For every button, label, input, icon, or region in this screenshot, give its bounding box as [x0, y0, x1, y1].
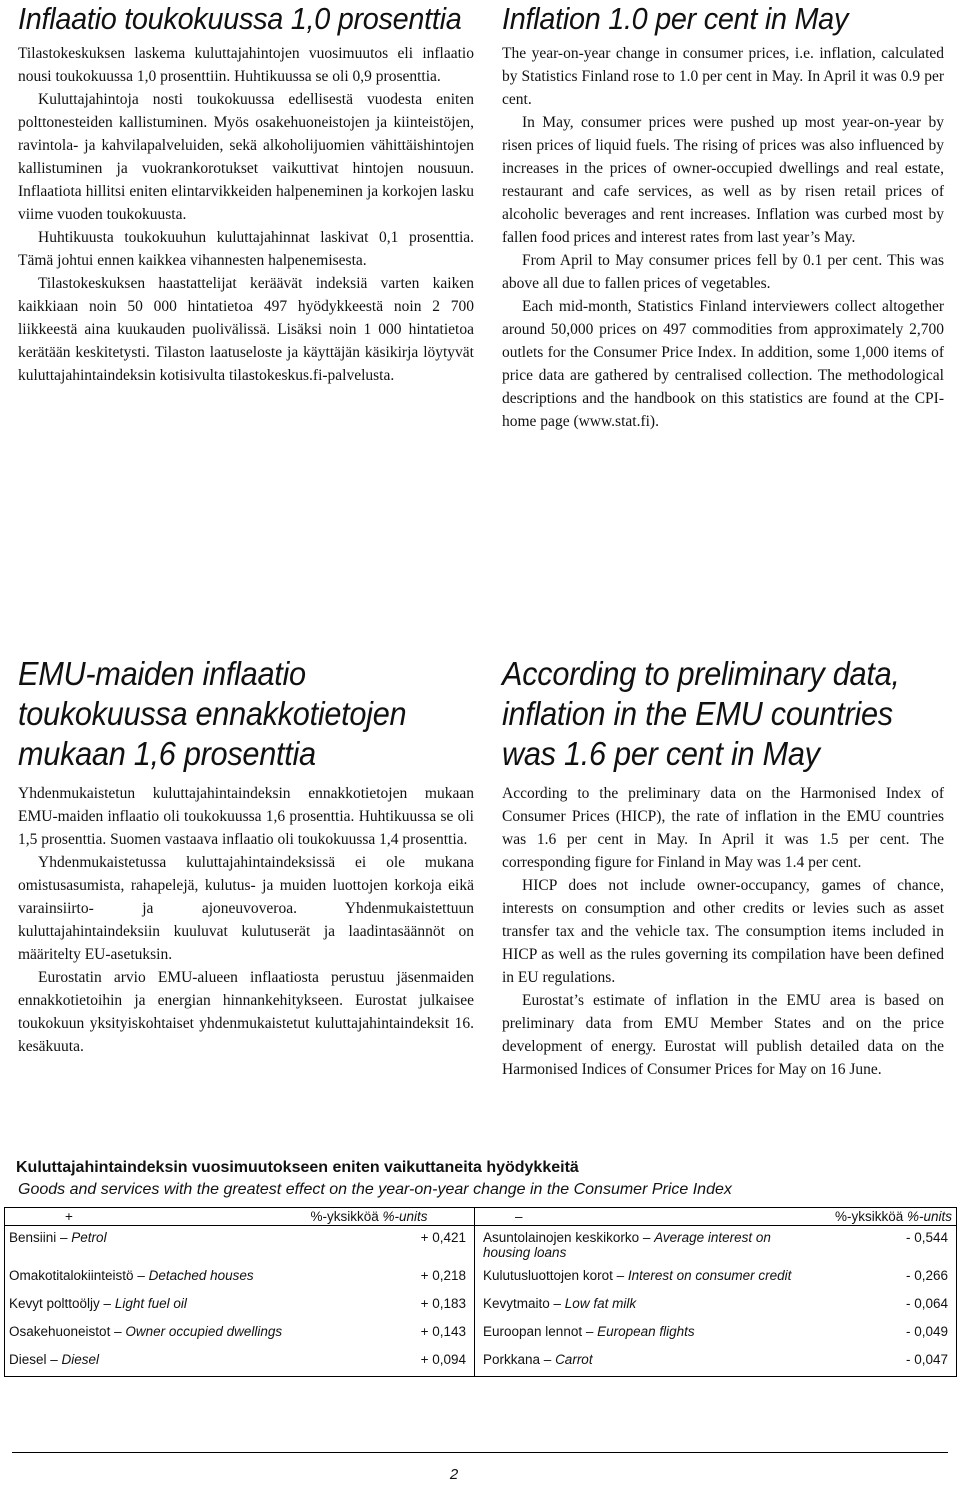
units-fi: %-yksikköä — [310, 1209, 379, 1224]
item-fi: Porkkana — [483, 1352, 541, 1367]
paragraph: In May, consumer prices were pushed up most year-on-year by risen prices of liquid fuels. The rising of prices was also influenced by increases in the prices of owner-occupied dwellings and real estate, restaurant and cafe services, as well as by risen retail prices of alcoholic beverages and rent increases. Inflation was curbed most by fallen food prices and interest rates from last year’s May. — [502, 114, 944, 246]
paragraph: Eurostat’s estimate of inflation in the EMU area is based on preliminary data from EMU Member States and on the price development of energy. Eurostat will publish detailed data on the Harmonised Indices of Consumer Prices for May on 16 June. — [502, 992, 944, 1078]
item-en: Low fat milk — [564, 1296, 637, 1311]
item-en: Interest on consumer credit — [627, 1268, 792, 1283]
item-fi: Osakehuoneistot — [9, 1324, 111, 1339]
units-fi: %-yksikköä — [834, 1209, 904, 1224]
minus-item: Porkkana – Carrot — [475, 1348, 805, 1377]
item-en: Diesel — [61, 1352, 100, 1367]
table-row — [5, 1348, 957, 1377]
plus-value: + 0,421 — [305, 1226, 475, 1265]
fi-inflation-section — [18, 0, 474, 387]
table-row — [5, 1292, 957, 1320]
plus-item: Kevyt polttoöljy – Light fuel oil — [9, 1296, 187, 1311]
units-en: %-units — [906, 1209, 952, 1224]
header-units-plus — [305, 1208, 475, 1226]
paragraph: Yhdenmukaistetussa kuluttajahintaindeksissä ei ole mukana omistusasumista, rahapelejä, kulutus- ja muiden luottojen korkoja eikä varainsiirto- ja ajoneuvoveroa. Yhdenmukaistettuun kuluttajahintaindeksiin kuuluvat kulutuserät ja laadintasäännöt on määritelty EU-asetuksin. — [18, 854, 474, 963]
plus-value: + 0,143 — [305, 1320, 475, 1348]
paragraph: Eurostatin arvio EMU-alueen inflaatiosta perustuu jäsenmaiden ennakkotietoihin ja energian hinnankehitykseen. Eurostat julkaisee toukokuun yksityiskohtaiset yhdenmukaistetut kuluttajahintaindeksit 16. kesäkuuta. — [18, 969, 474, 1055]
minus-value: - 0,544 — [905, 1230, 948, 1245]
header-units-minus — [805, 1208, 957, 1226]
plus-item: Osakehuoneistot – Owner occupied dwellings — [9, 1324, 283, 1339]
table-title-fi: Kuluttajahintaindeksin vuosimuutokseen eniten vaikuttaneita hyödykkeitä — [16, 1159, 579, 1176]
en-inflation-body — [502, 42, 944, 433]
commodities-table-section — [4, 1157, 956, 1377]
commodities-table — [4, 1207, 957, 1377]
minus-value: - 0,047 — [805, 1348, 957, 1377]
plus-item: Omakotitalokiinteistö – Detached houses — [9, 1268, 254, 1283]
item-fi: Kevytmaito — [483, 1296, 550, 1311]
fi-emu-body — [18, 782, 474, 1058]
en-inflation-title: Inflation 1.0 per cent in May — [502, 1, 849, 36]
minus-value: - 0,266 — [905, 1268, 948, 1283]
en-emu-section — [502, 654, 944, 1081]
fi-inflation-title — [18, 0, 462, 38]
item-en: Owner occupied dwellings — [125, 1324, 283, 1339]
item-fi: Kevyt polttoöljy — [9, 1296, 100, 1311]
fi-emu-title-text: EMU-maiden inflaatio toukokuussa ennakkotietojen mukaan 1,6 prosenttia — [18, 655, 407, 772]
footer-divider — [12, 1452, 948, 1453]
plus-value: + 0,183 — [305, 1292, 475, 1320]
item-fi: Omakotitalokiinteistö — [9, 1268, 134, 1283]
item-fi: Bensiini — [9, 1230, 57, 1245]
minus-value: - 0,049 — [905, 1324, 948, 1339]
minus-item: Kevytmaito – Low fat milk — [483, 1296, 637, 1311]
fi-emu-section — [18, 654, 474, 1058]
fi-inflation-body — [18, 42, 474, 387]
paragraph: Yhdenmukaistetun kuluttajahintaindeksin ennakkotietojen mukaan EMU-maiden inflaatio oli toukokuussa 1,6 prosenttia. Huhtikuussa se oli 1,5 prosenttia. Suomen vastaava inflaatio oli toukokuussa 1,4 prosenttia. — [18, 785, 474, 848]
paragraph: Tilastokeskuksen laskema kuluttajahintojen vuosimuutos eli inflaatio nousi toukokuussa 1,0 prosenttiin. Huhtikuussa se oli 0,9 prosenttia. — [18, 45, 474, 85]
table-row — [5, 1226, 957, 1265]
minus-item: Asuntolainojen keskikorko – Average interest on housing loans — [483, 1230, 771, 1260]
table-header-row — [5, 1208, 957, 1226]
minus-item: Euroopan lennot – European flights — [483, 1324, 695, 1339]
item-en: Average interest on housing loans — [483, 1230, 771, 1260]
fi-emu-title — [18, 654, 442, 774]
units-en: %-units — [382, 1209, 428, 1224]
en-emu-title-text: According to preliminary data, inflation in the EMU countries was 1.6 per cent in May — [502, 655, 900, 772]
fi-inflation-title-text: Inflaatio toukokuussa 1,0 prosenttia — [18, 1, 462, 36]
item-en: Light fuel oil — [114, 1296, 187, 1311]
paragraph: The year-on-year change in consumer prices, i.e. inflation, calculated by Statistics Finland rose to 1.0 per cent in May. In April it was 0.9 per cent. — [502, 45, 944, 108]
paragraph: Tilastokeskuksen haastattelijat keräävät indeksiä varten kaiken kaikkiaan noin 50 000 hintatietoa 497 hyödykkeestä noin 2 700 liikkeestä aina kuukauden puolivälissä. Lisäksi noin 1 000 hintatietoa kerätään keskitetysti. Tilaston laatuseloste ja käyttäjän käsikirja löytyvät kuluttajahintaindeksin kotisivulta tilastokeskus.fi-palvelusta. — [18, 275, 474, 384]
table-row — [5, 1320, 957, 1348]
plus-value: + 0,218 — [305, 1264, 475, 1292]
table-title-en: Goods and services with the greatest effect on the year-on-year change in the Consumer Price Index — [18, 1181, 732, 1198]
plus-item: Diesel – Diesel — [5, 1348, 305, 1377]
item-fi: Kulutusluottojen korot — [483, 1268, 613, 1283]
paragraph: Huhtikuusta toukokuuhun kuluttajahinnat laskivat 0,1 prosenttia. Tämä johtui ennen kaikkea vihannesten halpenemisesta. — [18, 229, 474, 269]
plus-value: + 0,094 — [305, 1348, 475, 1377]
header-minus: – — [475, 1208, 805, 1226]
en-emu-body — [502, 782, 944, 1081]
item-en: Detached houses — [148, 1268, 254, 1283]
plus-item: Bensiini – Petrol — [9, 1230, 107, 1245]
header-plus: + — [5, 1208, 305, 1226]
en-inflation-section — [502, 0, 944, 433]
item-en: Petrol — [71, 1230, 107, 1245]
paragraph: HICP does not include owner-occupancy, games of chance, interests on consumption and other credits or levies such as asset transfer tax and the vehicle tax. The consumption items included in HICP as well as the rules governing its compilation have been defined in EU regulations. — [502, 877, 944, 986]
table-body — [5, 1226, 957, 1377]
paragraph: Each mid-month, Statistics Finland interviewers collect altogether around 50,000 prices on 497 commodities from approximately 2,700 outlets for the Consumer Price Index. In addition, some 1,000 items of price data are gathered by centralised collection. The methodological descriptions and the handbook on this statistics are found at the CPI-home page (www.stat.fi). — [502, 298, 944, 430]
item-en: Carrot — [555, 1352, 593, 1367]
item-fi: Euroopan lennot — [483, 1324, 583, 1339]
item-fi: Diesel — [9, 1352, 47, 1367]
item-en: European flights — [597, 1324, 695, 1339]
paragraph: Kuluttajahintoja nosti toukokuussa edellisestä vuodesta eniten polttonesteiden kallistuminen. Myös osakehuoneistojen ja kiinteistöjen, ravintola- ja kahvilapalveluiden, sekä alkoholijuomien vähittäishintojen kallistuminen ja vuokrankorotukset vaikuttivat hintojen nousuun. Inflaatiota hillitsi eniten elintarvikkeiden halpeneminen ja korkojen lasku viime vuoden toukokuusta. — [18, 91, 474, 223]
paragraph: According to the preliminary data on the Harmonised Index of Consumer Prices (HICP), the rate of inflation in the EMU countries was 1.6 per cent in May. In April it was 1.5 per cent. The corresponding figure for Finland in May was 1.4 per cent. — [502, 785, 944, 871]
en-emu-title — [502, 654, 913, 774]
item-fi: Asuntolainojen keskikorko — [483, 1230, 640, 1245]
table-row — [5, 1264, 957, 1292]
minus-value: - 0,064 — [905, 1296, 948, 1311]
page-number: 2 — [449, 1466, 459, 1483]
paragraph: From April to May consumer prices fell by 0.1 per cent. This was above all due to fallen prices of vegetables. — [502, 252, 944, 292]
minus-item: Kulutusluottojen korot – Interest on consumer credit — [483, 1268, 792, 1283]
